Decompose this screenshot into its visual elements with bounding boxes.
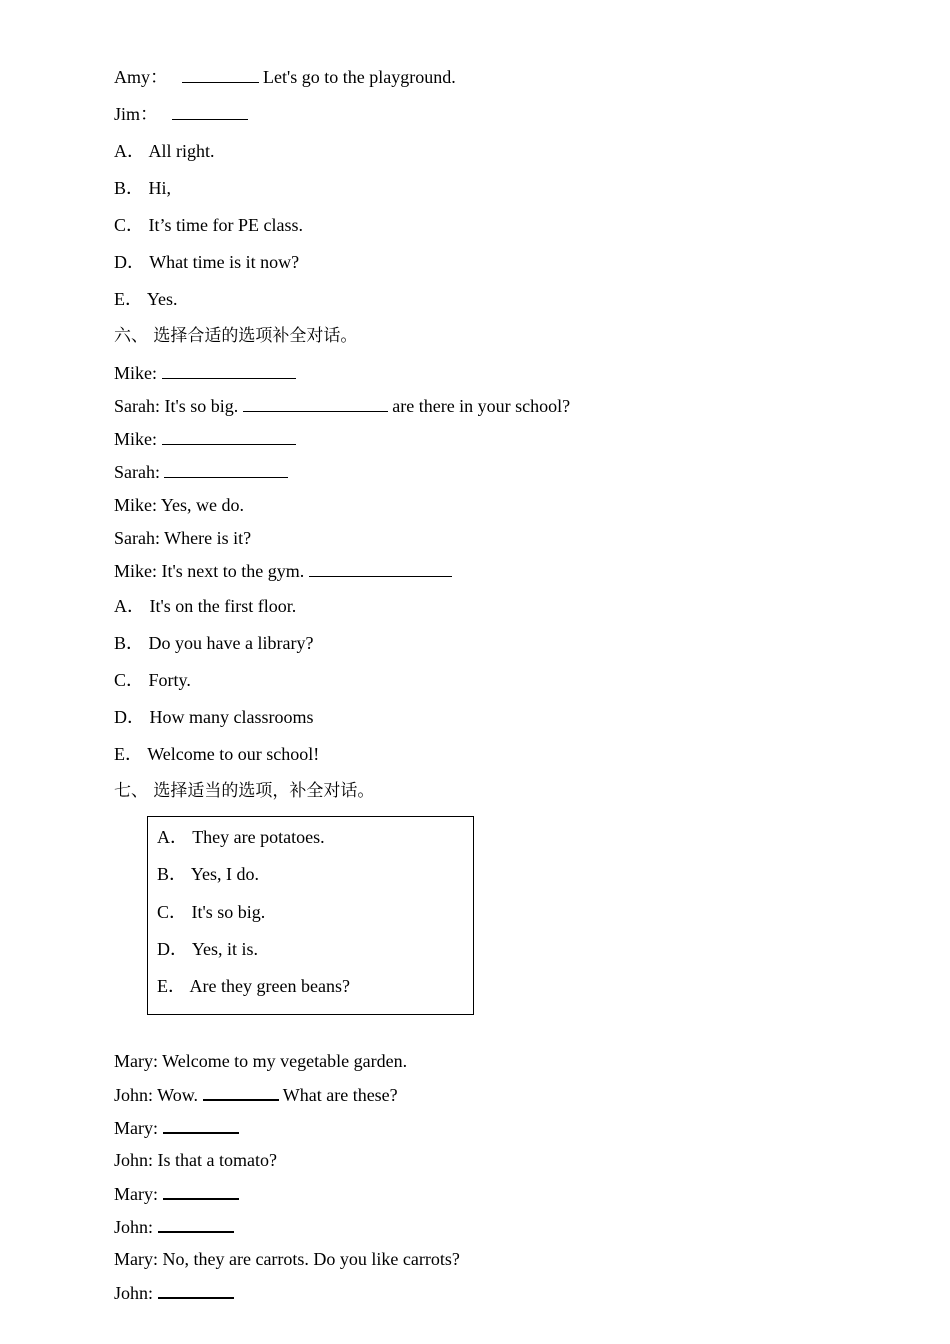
- dialogue-line: Mike:: [114, 362, 296, 384]
- options-box: [147, 816, 474, 1015]
- option-item: D． What time is it now?: [114, 252, 300, 272]
- answer-blank[interactable]: [172, 103, 248, 120]
- option-item: A． They are potatoes.: [157, 827, 325, 847]
- option-item: D． How many classrooms: [114, 707, 314, 727]
- option-item: A． It's on the first floor.: [114, 596, 297, 616]
- dialogue-line: Mike: Yes, we do.: [114, 495, 245, 515]
- option-item: C． It’s time for PE class.: [114, 215, 303, 235]
- section-heading: 六、 选择合适的选项补全对话。: [114, 326, 358, 346]
- dialogue-line: Jim：: [114, 103, 248, 125]
- dialogue-line: Mike:: [114, 428, 296, 450]
- answer-blank[interactable]: [158, 1215, 234, 1233]
- answer-blank[interactable]: [162, 362, 296, 379]
- option-item: E． Are they green beans?: [157, 976, 350, 996]
- option-item: D． Yes, it is.: [157, 939, 259, 959]
- dialogue-line: John:: [114, 1281, 234, 1304]
- answer-blank[interactable]: [163, 1182, 239, 1200]
- option-item: B． Yes, I do.: [157, 864, 260, 884]
- option-item: B． Hi,: [114, 178, 172, 198]
- dialogue-line: Mary:: [114, 1182, 239, 1205]
- option-item: C． Forty.: [114, 670, 191, 690]
- option-item: E． Yes.: [114, 289, 178, 309]
- answer-blank[interactable]: [158, 1281, 234, 1299]
- section-heading: 七、 选择适当的选项，补全对话。: [114, 781, 375, 801]
- answer-blank[interactable]: [243, 395, 388, 412]
- dialogue-line: Mike: It's next to the gym.: [114, 560, 452, 582]
- dialogue-line: Sarah: Where is it?: [114, 528, 252, 548]
- answer-blank[interactable]: [203, 1083, 279, 1101]
- answer-blank[interactable]: [162, 428, 296, 445]
- option-item: A． All right.: [114, 141, 215, 161]
- dialogue-line: John:: [114, 1215, 234, 1238]
- option-item: C． It's so big.: [157, 902, 266, 922]
- dialogue-line: Mary: No, they are carrots. Do you like carrots?: [114, 1249, 460, 1269]
- dialogue-line: John: Is that a tomato?: [114, 1150, 277, 1170]
- dialogue-line: Mary: Welcome to my vegetable garden.: [114, 1051, 408, 1071]
- dialogue-line: Mary:: [114, 1116, 239, 1139]
- dialogue-line: Sarah: It's so big. are there in your school?: [114, 396, 571, 416]
- answer-blank[interactable]: [182, 66, 259, 83]
- option-item: E． Welcome to our school!: [114, 744, 320, 764]
- answer-blank[interactable]: [164, 461, 288, 478]
- answer-blank[interactable]: [163, 1116, 239, 1134]
- dialogue-line: Amy： Let's go to the playground.: [114, 67, 456, 87]
- option-item: B． Do you have a library?: [114, 633, 314, 653]
- answer-blank[interactable]: [309, 560, 452, 577]
- dialogue-line: John: Wow. What are these?: [114, 1085, 398, 1105]
- dialogue-line: Sarah:: [114, 461, 288, 483]
